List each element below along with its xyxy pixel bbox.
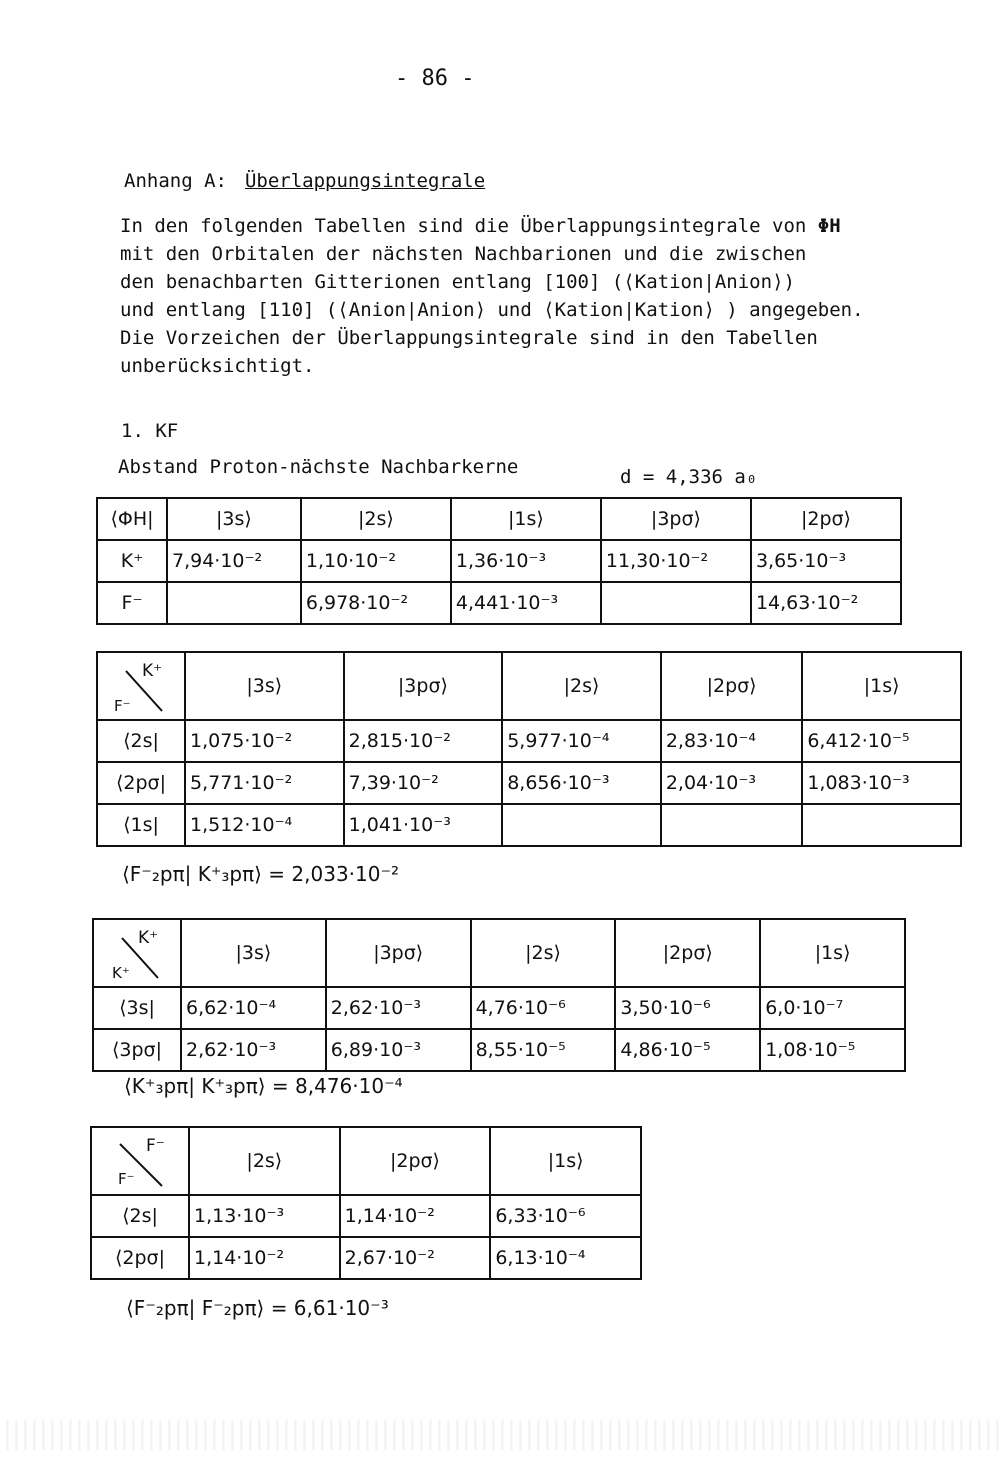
table-cell: 3,65·10⁻³ — [751, 540, 901, 582]
table-cell: 2,04·10⁻³ — [661, 762, 803, 804]
table-cell: 1,512·10⁻⁴ — [185, 804, 344, 846]
column-header: |1s⟩ — [490, 1127, 641, 1195]
table-cell: 8,55·10⁻⁵ — [471, 1029, 616, 1071]
row-label: K⁺ — [97, 540, 167, 582]
para-line-4: und entlang [110] (⟨Anion|Anion⟩ und ⟨Kation|Kation⟩ ) angegeben. — [120, 299, 864, 321]
diagonal-corner — [94, 920, 180, 986]
table-cell: 8,656·10⁻³ — [502, 762, 661, 804]
column-header: |3s⟩ — [185, 652, 344, 720]
table-cell: 7,39·10⁻² — [344, 762, 503, 804]
table-cell: 1,075·10⁻² — [185, 720, 344, 762]
column-header: |2s⟩ — [502, 652, 661, 720]
diagonal-corner — [98, 653, 184, 719]
row-label: F⁻ — [97, 582, 167, 624]
overlap-table-4 — [90, 1126, 642, 1280]
table-corner — [97, 652, 185, 720]
table-cell: 2,62·10⁻³ — [181, 1029, 326, 1071]
extra-overlap-4: ⟨F⁻₂pπ| F⁻₂pπ⟩ = 6,61·10⁻³ — [126, 1296, 389, 1320]
table-cell — [167, 582, 301, 624]
table-cell: 5,977·10⁻⁴ — [502, 720, 661, 762]
row-label: ⟨2s| — [97, 720, 185, 762]
table-row — [93, 987, 905, 1029]
table-cell — [661, 804, 803, 846]
table-cell: 2,815·10⁻² — [344, 720, 503, 762]
row-label: ⟨2pσ| — [97, 762, 185, 804]
table-cell: 2,62·10⁻³ — [326, 987, 471, 1029]
heading-title: Überlappungsintegrale — [244, 170, 486, 192]
phi-symbol: ΦH — [817, 215, 841, 237]
table-corner — [93, 919, 181, 987]
table-cell: 6,62·10⁻⁴ — [181, 987, 326, 1029]
distance-line — [118, 456, 798, 488]
diagonal-line — [92, 1128, 192, 1194]
table-cell: 4,441·10⁻³ — [451, 582, 601, 624]
row-label: ⟨3s| — [93, 987, 181, 1029]
table-row — [91, 1195, 641, 1237]
column-header: |2pσ⟩ — [340, 1127, 491, 1195]
table-cell: 2,67·10⁻² — [340, 1237, 491, 1279]
scan-artifact — [0, 1420, 1000, 1450]
table-cell: 7,94·10⁻² — [167, 540, 301, 582]
distance-label: Abstand Proton-nächste Nachbarkerne — [118, 456, 519, 478]
table-cell: 4,86·10⁻⁵ — [615, 1029, 760, 1071]
table-cell: 1,13·10⁻³ — [189, 1195, 340, 1237]
heading-prefix: Anhang A: — [124, 170, 227, 192]
extra-overlap-3: ⟨K⁺₃pπ| K⁺₃pπ⟩ = 8,476·10⁻⁴ — [124, 1074, 403, 1098]
column-header: |3s⟩ — [181, 919, 326, 987]
table-cell: 1,36·10⁻³ — [451, 540, 601, 582]
table-cell: 6,33·10⁻⁶ — [490, 1195, 641, 1237]
column-header: |3pσ⟩ — [344, 652, 503, 720]
column-header: |3pσ⟩ — [601, 498, 751, 540]
table-row — [93, 1029, 905, 1071]
para-line-1: In den folgenden Tabellen sind die Überlappungsintegrale von — [120, 215, 807, 237]
column-header: |2pσ⟩ — [661, 652, 803, 720]
table-cell: 6,0·10⁻⁷ — [760, 987, 905, 1029]
table-cell: 1,083·10⁻³ — [802, 762, 961, 804]
table-cell: 6,13·10⁻⁴ — [490, 1237, 641, 1279]
para-line-6: unberücksichtigt. — [120, 355, 315, 377]
table-header-row — [97, 652, 961, 720]
table-corner: ⟨ΦH| — [97, 498, 167, 540]
row-label: ⟨3pσ| — [93, 1029, 181, 1071]
table-row — [91, 1237, 641, 1279]
overlap-table-2 — [96, 651, 962, 847]
appendix-heading — [124, 170, 485, 192]
table-cell: 3,50·10⁻⁶ — [615, 987, 760, 1029]
column-header: |2s⟩ — [471, 919, 616, 987]
corner-top-label: F⁻ — [146, 1136, 165, 1156]
para-line-5: Die Vorzeichen der Überlappungsintegrale sind in den Tabellen — [120, 327, 818, 349]
table-corner — [91, 1127, 189, 1195]
table-row — [97, 804, 961, 846]
table-cell: 1,041·10⁻³ — [344, 804, 503, 846]
distance-value: d = 4,336 a₀ — [620, 466, 758, 488]
table-cell: 14,63·10⁻² — [751, 582, 901, 624]
table-cell: 1,14·10⁻² — [340, 1195, 491, 1237]
table-cell: 11,30·10⁻² — [601, 540, 751, 582]
overlap-table-1 — [96, 497, 902, 625]
table-cell — [601, 582, 751, 624]
para-line-2: mit den Orbitalen der nächsten Nachbarionen und die zwischen — [120, 243, 807, 265]
table-cell: 4,76·10⁻⁶ — [471, 987, 616, 1029]
table-row — [97, 582, 901, 624]
row-label: ⟨2s| — [91, 1195, 189, 1237]
column-header: |2s⟩ — [189, 1127, 340, 1195]
extra-overlap-2: ⟨F⁻₂pπ| K⁺₃pπ⟩ = 2,033·10⁻² — [122, 862, 400, 886]
corner-bottom-label: F⁻ — [118, 1170, 135, 1188]
intro-paragraph — [120, 212, 970, 380]
para-line-3: den benachbarten Gitterionen entlang [100] (⟨Kation|Anion⟩) — [120, 271, 795, 293]
table-header-row — [91, 1127, 641, 1195]
table-header-row — [93, 919, 905, 987]
table-row — [97, 762, 961, 804]
page-number: - 86 - — [395, 66, 475, 91]
table-cell — [802, 804, 961, 846]
table-cell — [502, 804, 661, 846]
corner-top-label: K⁺ — [142, 661, 163, 681]
row-label: ⟨1s| — [97, 804, 185, 846]
row-label: ⟨2pσ| — [91, 1237, 189, 1279]
table-row — [97, 720, 961, 762]
table-cell: 6,412·10⁻⁵ — [802, 720, 961, 762]
table-header-row — [97, 498, 901, 540]
section-title: 1. KF — [121, 420, 179, 442]
column-header: |2s⟩ — [301, 498, 451, 540]
table-cell: 6,978·10⁻² — [301, 582, 451, 624]
diagonal-corner — [92, 1128, 188, 1194]
column-header: |3pσ⟩ — [326, 919, 471, 987]
table-cell: 5,771·10⁻² — [185, 762, 344, 804]
corner-top-label: K⁺ — [138, 928, 159, 948]
corner-bottom-label: F⁻ — [114, 697, 131, 715]
table-cell: 1,10·10⁻² — [301, 540, 451, 582]
column-header: |1s⟩ — [802, 652, 961, 720]
table-cell: 1,08·10⁻⁵ — [760, 1029, 905, 1071]
corner-bottom-label: K⁺ — [112, 964, 130, 982]
column-header: |2pσ⟩ — [751, 498, 901, 540]
column-header: |3s⟩ — [167, 498, 301, 540]
overlap-table-3 — [92, 918, 906, 1072]
table-row — [97, 540, 901, 582]
table-cell: 2,83·10⁻⁴ — [661, 720, 803, 762]
table-cell: 6,89·10⁻³ — [326, 1029, 471, 1071]
column-header: |1s⟩ — [760, 919, 905, 987]
table-cell: 1,14·10⁻² — [189, 1237, 340, 1279]
column-header: |2pσ⟩ — [615, 919, 760, 987]
column-header: |1s⟩ — [451, 498, 601, 540]
